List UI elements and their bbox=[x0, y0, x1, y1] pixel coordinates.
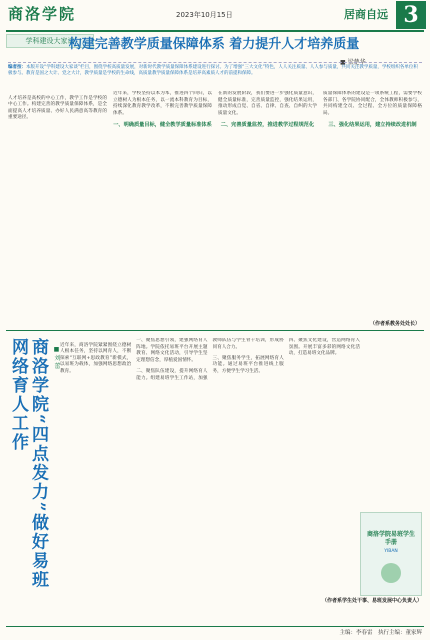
lead-body bbox=[8, 91, 422, 327]
masthead: 商洛学院 bbox=[8, 5, 77, 23]
leaf-icon bbox=[381, 563, 401, 583]
lead-paragraph: 在新的发展阶段，我们要进一步强化质量意识，健全质量标准，完善质量监控，强化结果运用，推动形成自觉、自省、自律、自查、自纠的大学质量文化。 bbox=[218, 91, 317, 116]
lead-headline: 构建完善教学质量保障体系 着力提升人才培养质量 bbox=[68, 37, 360, 52]
lead-endnote: （作者系教务处处长） bbox=[369, 321, 420, 327]
footer-rule bbox=[6, 626, 424, 627]
editor-note bbox=[8, 62, 422, 89]
second-story-title-block bbox=[8, 338, 48, 600]
second-story-endnote: （作者系学生处干事、易班发展中心负责人） bbox=[321, 598, 422, 604]
second-story-body bbox=[60, 338, 360, 600]
yiban-handbook-image bbox=[360, 512, 422, 596]
handbook-subtitle: YIBAN bbox=[384, 549, 398, 554]
section-divider bbox=[6, 330, 424, 331]
story2-paragraph: 二、聚焦队伍建设，提升网络育人能力。组建易班学生工作站，加强教师队伍与学生骨干培训，形成协同育人合力。 bbox=[136, 338, 284, 381]
story2-paragraph: 三、聚焦服务学生，拓展网络育人功能。通过易班平台推进线上服务，方便学生学习生活。 bbox=[212, 355, 284, 374]
section-name: 居商自远 bbox=[344, 8, 388, 21]
story2-paragraph: 近年来，商洛学院紧紧围绕立德树人根本任务，坚持以网育人，不断探索“互联网+思政教育”新模式，以易班为载体，加强网络思想政治教育。 bbox=[60, 342, 132, 374]
lead-subhead: 二、完善质量监控，推进教学过程规范化 bbox=[220, 121, 315, 128]
handbook-title: 商洛学院易班学生手册 bbox=[367, 531, 416, 546]
column-tag: 学科建设大家谈 bbox=[6, 34, 94, 48]
issue-date: 2023年10月15日 bbox=[176, 11, 233, 19]
lead-byline: ■ 梁楚华 bbox=[340, 59, 366, 66]
lead-paragraph: 质量保障体系的建设是一项系统工程，需要学校各部门、各学院协同配合，全体教师积极参与，共同构建全员、全过程、全方位的质量保障格局。 bbox=[323, 91, 422, 116]
lead-subhead: 三、强化结果运用，建立持续改进机制 bbox=[328, 121, 417, 128]
lead-paragraph: 近年来，学校坚持以本为本，推进四个回归，以立德树人为根本任务，以一流本科教育为目标，持续深化教育教学改革，不断完善教学质量保障体系。 bbox=[113, 91, 212, 116]
page-footer: 主编：李春雷 执行主编：董家辉 bbox=[339, 630, 422, 636]
story2-paragraph: 四、聚焦文化建设，营造网络育人氛围。开展丰富多彩的网络文化活动，打造易班文化品牌。 bbox=[288, 338, 360, 357]
editor-note-text: 本版开设“学科建设大家谈”栏目，围绕学校高质量发展，对新时代教学质量保障体系建设进行探讨。为了增强“三大文化”特色，人人关注质量、人人参与质量，共同关注教学质量，学校组织各单位积极参与。教育是国之大计、党之大计，教学质量是学校的生命线，高质量教学质量保障体系是培养高素质人才的前提和保障。 bbox=[8, 65, 418, 76]
lead-subhead: 一、明确质量目标，健全教学质量标准体系 bbox=[113, 121, 212, 128]
header-rule bbox=[6, 30, 424, 32]
lead-paragraph: 人才培养是高校的中心工作，教学工作是学校的中心工作。构建完善的教学质量保障体系，是全面提高人才培养质量、办好人民满意高等教育的重要途径。 bbox=[8, 95, 107, 121]
second-story-title: 商洛学院“四点发力”做好易班网络育人工作 bbox=[8, 338, 48, 590]
editor-note-label: 编者按： bbox=[8, 65, 26, 70]
page-number: 3 bbox=[396, 1, 426, 29]
story2-paragraph: 一、聚焦思想引领，建强网络育人阵地。学院依托易班平台开展主题教育、网络文化活动，引导学生坚定理想信念，厚植爱国情怀。 bbox=[136, 338, 208, 363]
second-story-byline: ■ 刘 蕾 bbox=[53, 346, 60, 369]
page-header bbox=[0, 0, 430, 30]
